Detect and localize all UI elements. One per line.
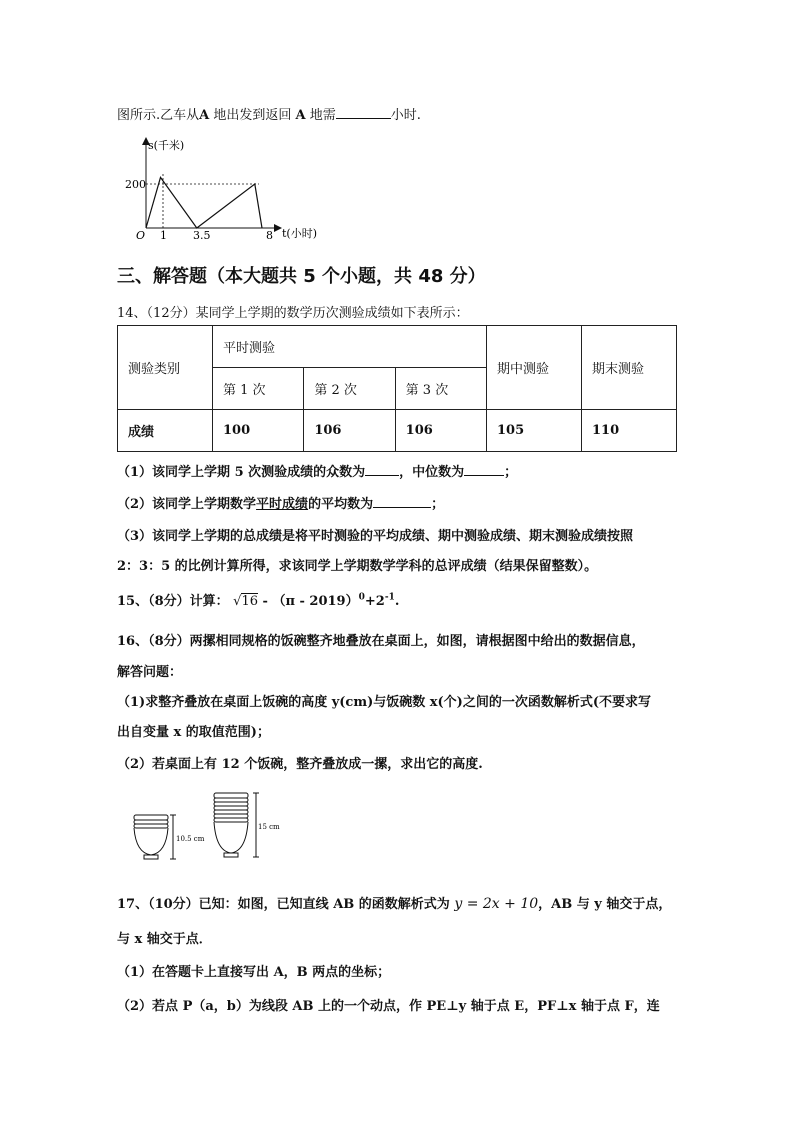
median-blank — [464, 463, 504, 476]
q13-text-before: 图所示.乙车从 — [117, 108, 200, 123]
y-axis-label: s(千米) — [148, 139, 185, 152]
header-mid: 期中测验 — [487, 326, 582, 410]
q15-line — [117, 590, 399, 609]
small-stack-height-label: 10.5 cm — [176, 835, 205, 843]
q15-rest-a: - （π - 2019） — [258, 594, 359, 609]
x-axis-label: t(小时) — [282, 227, 318, 240]
q14-p1-text-c: ； — [504, 465, 518, 480]
q13-answer-blank — [336, 106, 391, 119]
score-3: 106 — [395, 410, 486, 452]
x-tick-8: 8 — [266, 229, 273, 242]
scores-table — [117, 325, 677, 452]
small-bowl-stack — [134, 815, 168, 859]
header-category: 测验类别 — [118, 326, 213, 410]
bowl-stacks-figure — [128, 785, 308, 875]
origin-label: O — [136, 229, 146, 242]
header-regular: 平时测验 — [213, 326, 487, 368]
q15-exp-0: 0 — [358, 592, 365, 603]
sqrt-expression: √16 — [233, 594, 259, 609]
section-heading: 三、解答题（本大题共 5 个小题，共 48 分） — [117, 266, 486, 287]
q14-p2-text-b: 的平均数为 — [308, 497, 374, 512]
q13-text-after: 地需 — [305, 108, 336, 123]
q15-exp-neg1: -1 — [384, 592, 395, 603]
q15-end: . — [394, 594, 400, 609]
q15-rest-b: +2 — [364, 594, 385, 609]
q17-formula: y = 2x + 10 — [454, 896, 539, 912]
y-tick-200: 200 — [125, 178, 146, 191]
q13-line — [117, 104, 421, 123]
q14-part3-line1: （3）该同学上学期的总成绩是将平时测验的平均成绩、期中测验成绩、期末测验成绩按照 — [117, 529, 634, 544]
sub-header-1: 第 1 次 — [213, 368, 304, 410]
mode-blank — [365, 463, 399, 476]
q16-line5: （2）若桌面上有 12 个饭碗，整齐叠放成一摞，求出它的高度. — [117, 757, 483, 772]
x-tick-3-5: 3.5 — [193, 229, 211, 242]
q16-line2: 解答问题： — [117, 665, 183, 680]
q13-text-mid: 地出发到返回 — [209, 108, 296, 123]
row-label: 成绩 — [118, 410, 213, 452]
sub-header-3: 第 3 次 — [395, 368, 486, 410]
score-mid: 105 — [487, 410, 582, 452]
q16-line1: 16、（8分）两摞相同规格的饭碗整齐地叠放在桌面上，如图，请根据图中给出的数据信息， — [117, 634, 645, 649]
q14-p2-text: （2）该同学上学期数学 — [117, 497, 257, 512]
q16-line3: （1)求整齐叠放在桌面上饭碗的高度 y(cm)与饭碗数 x(个)之间的一次函数解析式(不要求写 — [117, 695, 651, 710]
q17-line2: 与 x 轴交于点． — [117, 932, 212, 947]
q14-part1 — [117, 461, 517, 480]
q17-text-b: ，AB 与 y 轴交于点， — [538, 897, 672, 912]
score-final: 110 — [582, 410, 677, 452]
q17-line1 — [117, 893, 671, 912]
q13-point-a1: A — [199, 108, 210, 123]
q14-p1-text: （1）该同学上学期 5 次测验成绩的众数为 — [117, 465, 366, 480]
large-stack-height-label: 15 cm — [258, 823, 280, 831]
q14-p2-text-c: ； — [431, 497, 445, 512]
q15-prefix: 15、（8分）计算： — [117, 594, 229, 609]
distance-time-graph — [125, 133, 390, 243]
q13-point-a2: A — [295, 108, 306, 123]
q17-line3: （1）在答题卡上直接写出 A，B 两点的坐标； — [117, 965, 391, 980]
score-1: 100 — [213, 410, 304, 452]
q17-line4: （2）若点 P（a，b）为线段 AB 上的一个动点，作 PE⊥y 轴于点 E，PF⊥x 轴于点 F，连 — [117, 999, 660, 1014]
sub-header-2: 第 2 次 — [304, 368, 395, 410]
q17-text-a: 17、（10分）已知：如图，已知直线 AB 的函数解析式为 — [117, 897, 450, 912]
x-tick-1: 1 — [160, 229, 167, 242]
q14-p1-text-b: ，中位数为 — [399, 465, 465, 480]
large-bowl-stack — [214, 793, 248, 857]
q16-line4: 出自变量 x 的取值范围)； — [117, 725, 270, 740]
q14-p2-underlined: 平时成绩 — [256, 497, 309, 512]
header-final: 期末测验 — [582, 326, 677, 410]
average-blank — [373, 495, 431, 508]
q13-suffix: 小时. — [390, 108, 421, 123]
q14-part3-line2: 2：3：5 的比例计算所得，求该同学上学期数学学科的总评成绩（结果保留整数）。 — [117, 559, 598, 574]
q14-part2 — [117, 493, 444, 512]
score-2: 106 — [304, 410, 395, 452]
q14-intro: 14、（12分）某同学上学期的数学历次测验成绩如下表所示： — [117, 306, 469, 321]
sqrt-radicand: 16 — [241, 594, 259, 609]
